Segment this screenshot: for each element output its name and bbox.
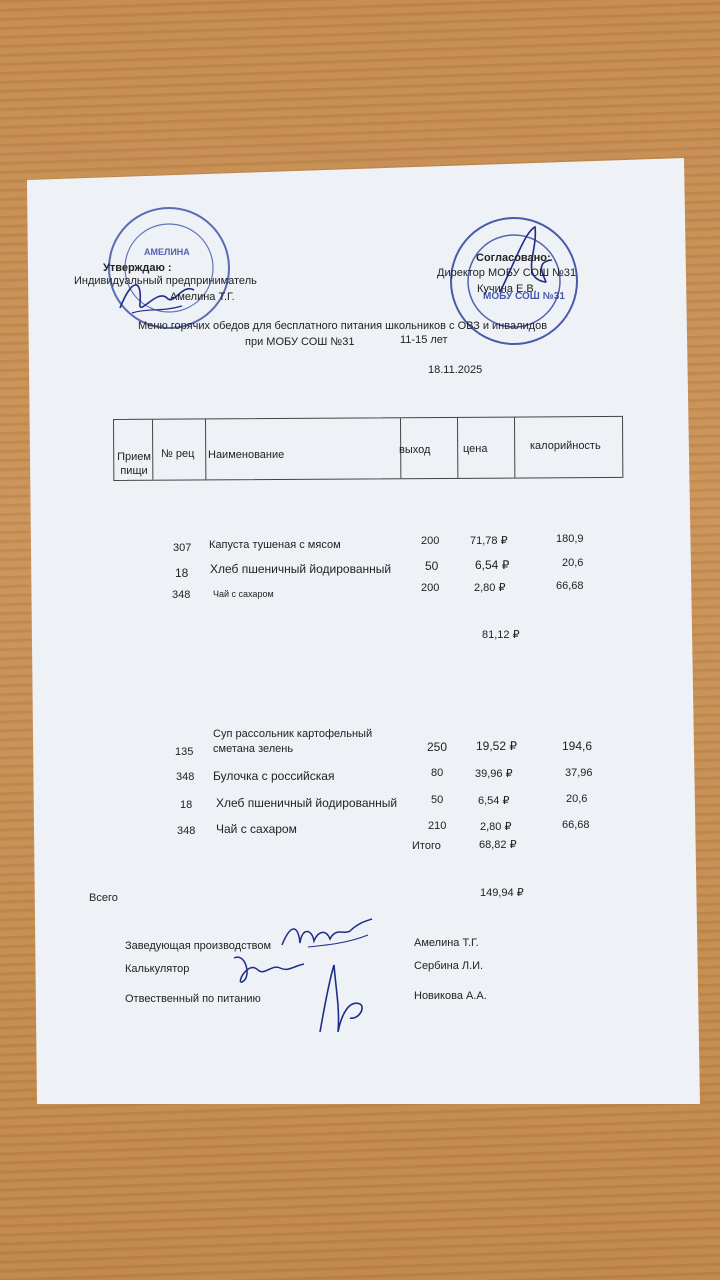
age-group: 11-15 лет [400,334,448,346]
meal1-row1-out: 200 [421,535,440,547]
meal2-row3-price: 6,54 ₽ [478,795,510,807]
meal2-total-value: 68,82 ₽ [479,839,517,851]
col-header-output: выход [399,444,431,456]
meal2-row3-cal: 20,6 [566,793,588,805]
meal1-row3-name: Чай с сахаром [213,589,274,599]
meal1-row1-rec: 307 [173,542,192,554]
meal2-row1-out: 250 [427,740,448,754]
meal1-row2-cal: 20,6 [562,557,584,569]
meal1-row1-name: Капуста тушеная с мясом [209,539,341,551]
meal1-row2-price: 6,54 ₽ [475,558,510,572]
approve-name: Амелина Т.Г. [170,291,235,303]
handwritten-signature-2 [228,948,308,988]
meal2-row1-name-line2: сметана зелень [213,743,294,755]
agree-role: Директор МОБУ СОШ №31 [437,267,577,279]
signature-name-1: Амелина Т.Г. [414,937,479,949]
col-header-calories: калорийность [530,440,601,452]
meal1-row2-name: Хлеб пшеничный йодированный [210,562,392,576]
menu-date: 18.11.2025 [428,364,483,376]
col-header-price: цена [463,443,488,455]
grand-total-value: 149,94 ₽ [480,887,524,899]
signature-name-3: Новикова А.А. [414,990,487,1002]
meal2-row1-rec: 135 [175,746,194,758]
meal2-row3-name: Хлеб пшеничный йодированный [216,796,398,810]
signature-name-2: Сербина Л.И. [414,960,484,972]
meal1-row3-cal: 66,68 [556,580,584,592]
meal2-row2-out: 80 [431,767,444,779]
meal1-subtotal: 81,12 ₽ [482,629,520,641]
meal2-row1-name-line1: Суп рассольник картофельный [213,728,373,740]
signature-role-3: Отвественный по питанию [125,993,261,1005]
right-stamp-text: МОБУ СОШ №31 [483,291,565,302]
signature-role-2: Калькулятор [125,963,190,975]
meal2-row2-rec: 348 [176,771,195,783]
meal2-total-label: Итого [412,840,441,852]
meal2-row3-rec: 18 [180,799,193,811]
col-header-meal: Прием пищи [117,451,151,477]
meal1-row3-out: 200 [421,582,440,594]
meal2-row3-out: 50 [431,794,444,806]
col-header-recipe: № рец [161,448,195,460]
agree-name: Кучина Е.В. [477,283,537,295]
col-header-name: Наименование [208,449,285,461]
meal1-row1-price: 71,78 ₽ [470,535,508,547]
agree-title: Согласовано: [476,252,551,264]
meal1-row2-rec: 18 [175,566,189,580]
meal2-row1-price: 19,52 ₽ [476,739,517,753]
meal2-row4-cal: 66,68 [562,819,590,831]
meal1-row3-price: 2,80 ₽ [474,582,506,594]
meal1-row3-rec: 348 [172,589,191,601]
meal2-row2-name: Булочка с российская [213,769,335,783]
meal2-row2-price: 39,96 ₽ [475,768,513,780]
handwritten-signature-3 [310,960,370,1040]
approve-title: Утверждаю : [103,262,172,274]
meal2-row4-rec: 348 [177,825,196,837]
meal2-row1-cal: 194,6 [562,739,593,753]
meal1-row1-cal: 180,9 [556,533,584,545]
menu-title-line-1: Меню горячих обедов для бесплатного питания школьников с ОВЗ и инвалидов [138,320,548,332]
meal2-row2-cal: 37,96 [565,767,593,779]
meal2-row4-name: Чай с сахаром [216,822,297,836]
grand-total-label: Всего [89,892,118,904]
meal2-row4-price: 2,80 ₽ [480,821,512,833]
approve-role: Индивидуальный предприниматель [74,275,257,287]
signature-role-1: Заведующая производством [125,940,272,952]
left-stamp-name: АМЕЛИНА [144,247,190,257]
meal2-row4-out: 210 [428,820,447,832]
menu-title-line-2: при МОБУ СОШ №31 [245,336,355,348]
meal1-row2-out: 50 [425,559,439,573]
